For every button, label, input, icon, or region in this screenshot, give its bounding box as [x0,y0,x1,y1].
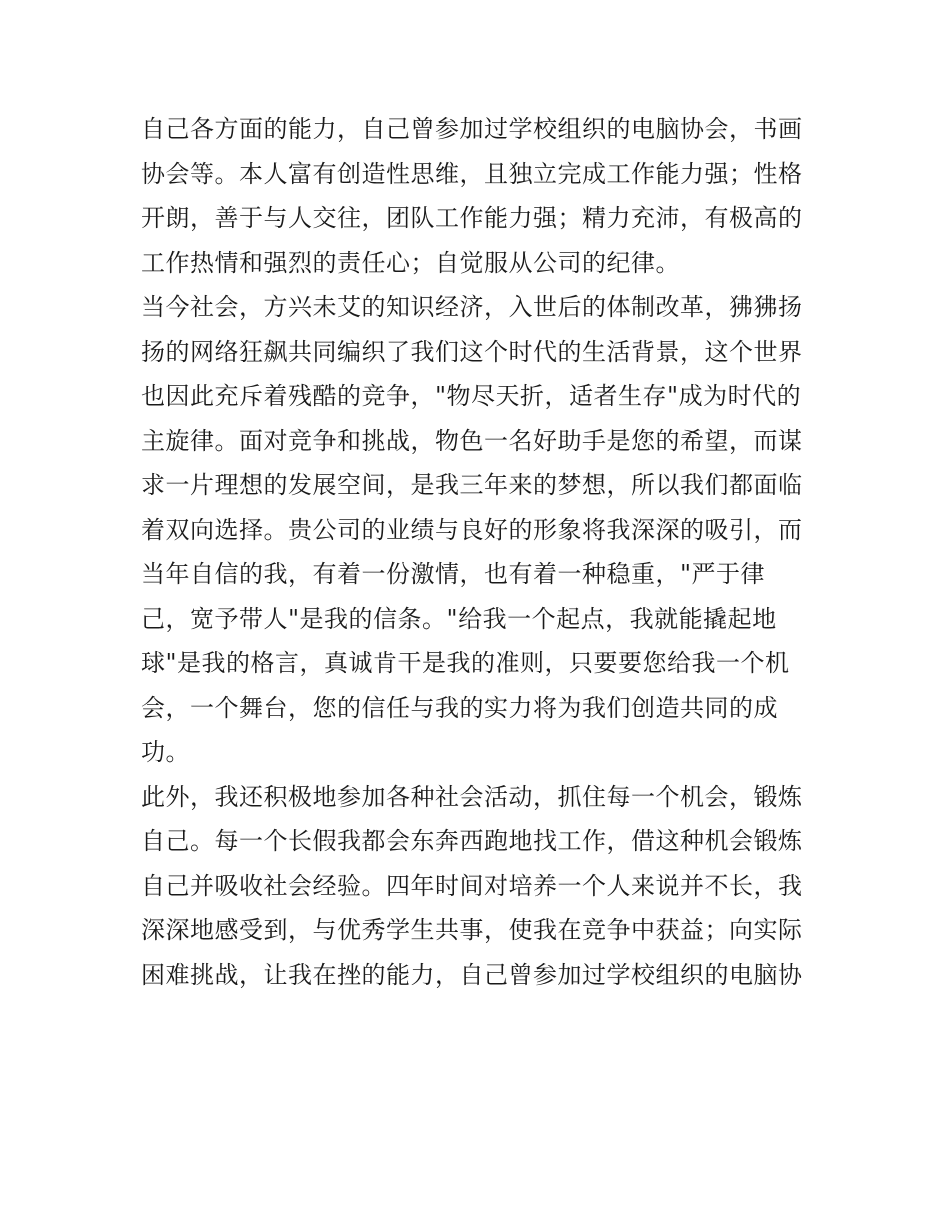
body-text [141,107,821,997]
text-line: 深深地感受到，与优秀学生共事，使我在竞争中获益；向实际 [141,916,803,944]
text-line: 自己。每一个长假我都会东奔西跑地找工作，借这种机会锻炼 [141,827,803,855]
text-line: 工作热情和强烈的责任心；自觉服从公司的纪律。 [141,248,680,277]
text-line: 也因此充斥着残酷的竞争，"物尽天折，适者生存"成为时代的 [141,382,802,410]
text-line: 此外，我还积极地参加各种社会活动，抓住每一个机会，锻炼 [141,782,803,811]
text-line: 当年自信的我，有着一份激情，也有着一种稳重，"严于律 [141,560,766,588]
text-line: 会，一个舞台，您的信任与我的实力将为我们创造共同的成 [141,693,778,722]
text-line: 困难挑战，让我在挫的能力，自己曾参加过学校组织的电脑协 [141,960,803,989]
text-line: 主旋律。面对竞争和挑战，物色一名好助手是您的希望，而谋 [141,426,803,455]
text-line: 求一片理想的发展空间，是我三年来的梦想，所以我们都面临 [141,471,803,499]
text-line: 功。 [141,738,190,766]
text-line: 着双向选择。贵公司的业绩与良好的形象将我深深的吸引，而 [141,515,803,544]
text-line: 球"是我的格言，真诚肯干是我的准则，只要要您给我一个机 [141,649,790,677]
text-line: 自己并吸收社会经验。四年时间对培养一个人来说并不长，我 [141,871,803,900]
text-line: 己，宽予带人"是我的信条。"给我一个起点，我就能撬起地 [141,604,777,633]
text-line: 协会等。本人富有创造性思维，且独立完成工作能力强；性格 [141,159,803,188]
text-line: 当今社会，方兴未艾的知识经济，入世后的体制改革，狒狒扬 [141,293,803,321]
text-line: 自己各方面的能力，自己曾参加过学校组织的电脑协会，书画 [141,115,803,143]
text-line: 开朗，善于与人交往，团队工作能力强；精力充沛，有极高的 [141,204,803,232]
text-line: 扬的网络狂飙共同编织了我们这个时代的生活背景，这个世界 [141,337,803,366]
